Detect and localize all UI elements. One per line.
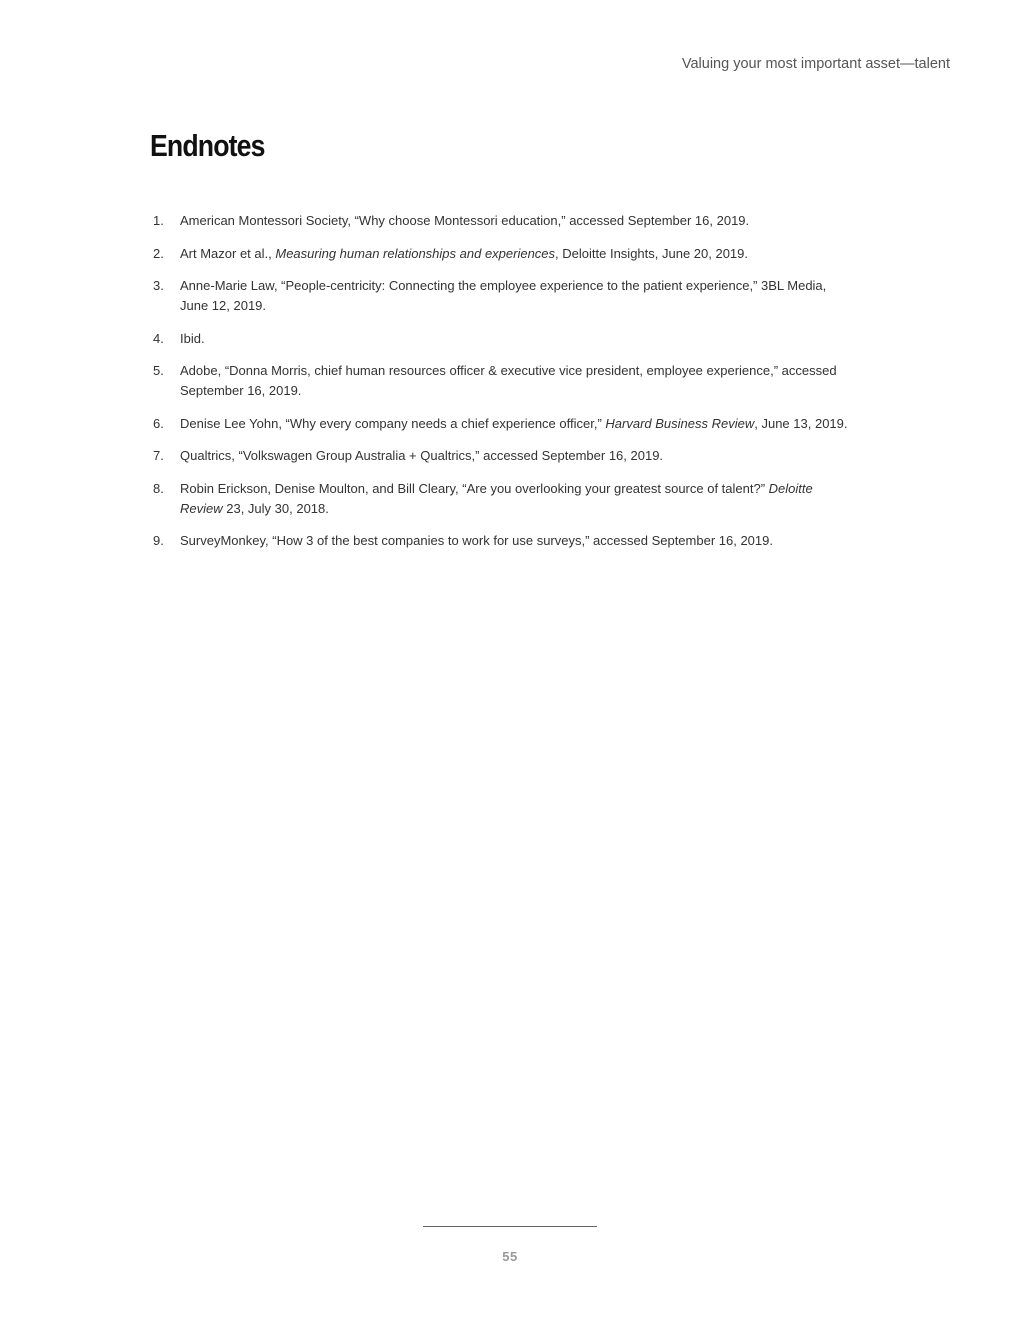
endnote-number: 5.: [153, 363, 164, 378]
endnote-text: [180, 361, 856, 401]
endnote-number: 3.: [153, 278, 164, 293]
endnote-text-segment: Art Mazor et al.,: [180, 245, 276, 261]
endnote-text: [180, 276, 856, 316]
endnote-italic-title: Measuring human relationships and experiences: [275, 245, 556, 261]
endnote-text-segment: Adobe, “Donna Morris, chief human resources officer & executive vice president, employee experience,” accessed September 16, 2019.: [180, 363, 837, 398]
endnote-text: [180, 244, 856, 264]
endnote-item: [150, 361, 856, 401]
endnote-text: [180, 414, 856, 434]
endnote-item: [150, 211, 856, 231]
endnote-italic-title: Deloitte Review: [180, 480, 813, 516]
endnote-item: [150, 329, 856, 349]
endnote-text-segment: Robin Erickson, Denise Moulton, and Bill Cleary, “Are you overlooking your greatest source of talent?”: [180, 480, 769, 496]
endnote-text-segment: 23, July 30, 2018.: [222, 500, 329, 516]
endnote-text-segment: , Deloitte Insights, June 20, 2019.: [555, 245, 749, 261]
endnote-item: [150, 414, 856, 434]
endnote-number: 6.: [153, 415, 164, 431]
endnote-number: 4.: [153, 330, 164, 346]
endnote-number: 9.: [153, 533, 164, 548]
endnote-text-segment: American Montessori Society, “Why choose Montessori education,” accessed September 16, 2019.: [180, 213, 750, 228]
endnote-text: [180, 329, 856, 349]
endnote-item: [150, 531, 856, 551]
endnote-number: 8.: [153, 480, 164, 496]
page-title: Endnotes: [150, 128, 265, 163]
endnote-italic-title: Harvard Business Review: [605, 415, 755, 431]
endnotes-list: [150, 211, 856, 564]
footer-divider: [423, 1226, 597, 1227]
endnote-text: [180, 479, 856, 519]
endnote-item: [150, 446, 856, 466]
endnote-item: [150, 276, 856, 316]
endnote-text-segment: Anne-Marie Law, “People-centricity: Connecting the employee experience to the patient experience,” 3BL Media, June 12, 2019.: [180, 278, 827, 313]
endnote-text: [180, 531, 856, 551]
endnote-text-segment: , June 13, 2019.: [754, 415, 848, 431]
endnote-item: [150, 244, 856, 264]
endnote-text-segment: Denise Lee Yohn, “Why every company needs a chief experience officer,”: [180, 415, 606, 431]
endnote-text-segment: Qualtrics, “Volkswagen Group Australia + Qualtrics,” accessed September 16, 2019.: [180, 448, 664, 463]
endnote-text: [180, 211, 856, 231]
endnote-text-segment: SurveyMonkey, “How 3 of the best companies to work for use surveys,” accessed September 16, 2019.: [180, 533, 773, 548]
endnote-text-segment: Ibid.: [180, 330, 205, 346]
endnote-number: 1.: [153, 213, 164, 228]
endnote-item: [150, 479, 856, 519]
endnote-number: 2.: [153, 245, 164, 261]
page-number: 55: [502, 1249, 518, 1264]
running-header: Valuing your most important asset—talent: [681, 56, 950, 72]
endnote-text: [180, 446, 856, 466]
endnote-number: 7.: [153, 448, 164, 463]
